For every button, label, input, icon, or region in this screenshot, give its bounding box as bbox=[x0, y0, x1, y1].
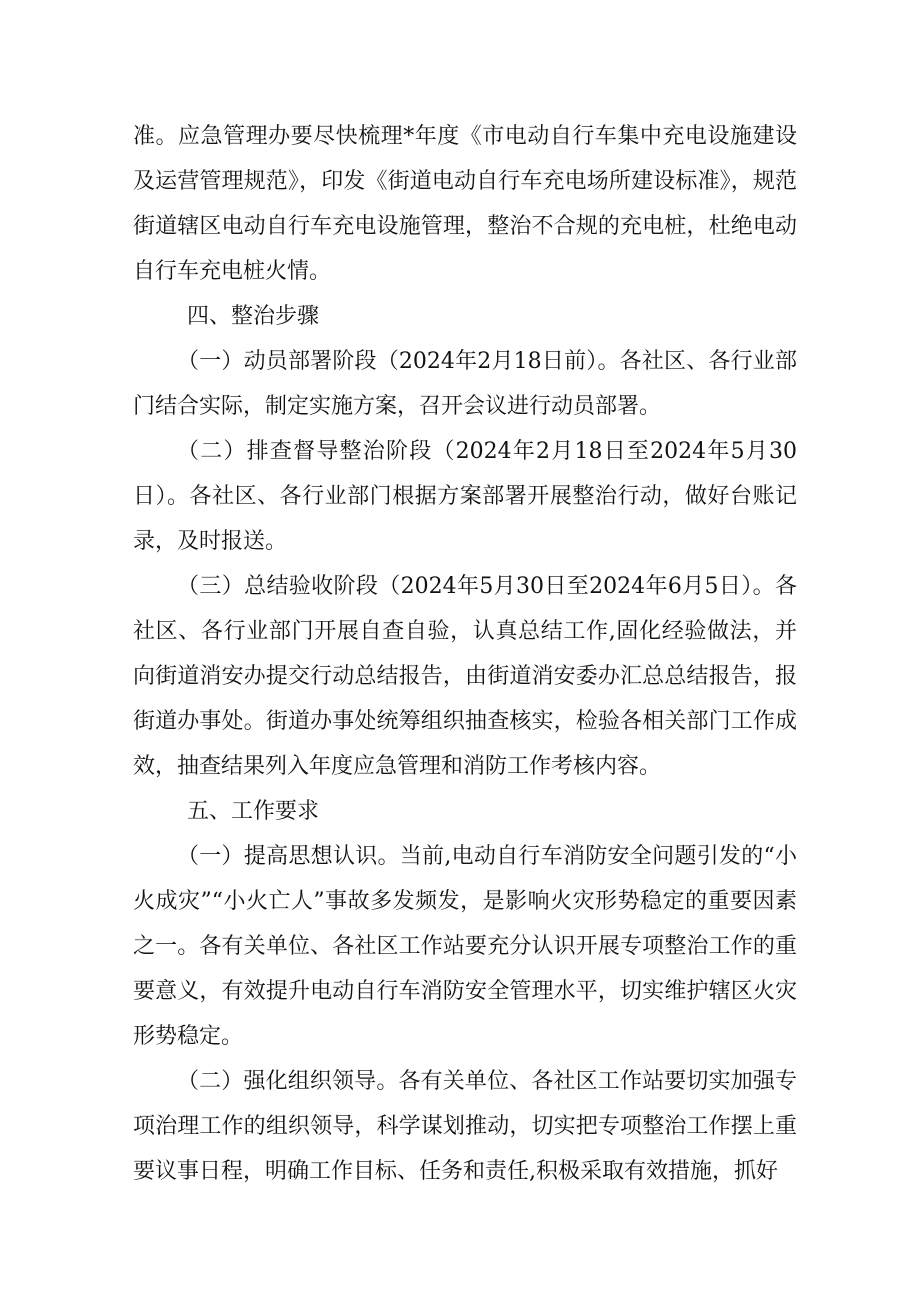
paragraph-step-summary: （三）总结验收阶段（2024年5月30日至2024年6月5日）。各社区、各行业部门开展自查自验，认真总结工作,固化经验做法，并向街道消安办提交行动总结报告，由街道消安委办汇总总结报告，报街道办事处。街道办事处统筹组织抽查核实，检验各相关部门工作成效，抽查结果列入年度应急管理和消防工作考核内容。 bbox=[133, 574, 797, 779]
paragraph-step-mobilization: （一）动员部署阶段（2024年2月18日前）。各社区、各行业部门结合实际，制定实施方案，召开会议进行动员部署。 bbox=[133, 349, 797, 419]
paragraph-requirement-leadership: （二）强化组织领导。各有关单位、各社区工作站要切实加强专项治理工作的组织领导，科学谋划推动，切实把专项整治工作摆上重要议事日程，明确工作目标、任务和责任,积极采取有效措施，抓好 bbox=[133, 1069, 797, 1184]
section-heading-work-requirements: 五、工作要求 bbox=[187, 799, 320, 824]
section-heading-rectification-steps: 四、整治步骤 bbox=[187, 304, 320, 329]
paragraph-requirement-awareness: （一）提高思想认识。当前,电动自行车消防安全问题引发的“小火成灾”“小火亡人”事故多发频发，是影响火灾形势稳定的重要因素之一。各有关单位、各社区工作站要充分认识开展专项整治工作的重要意义，有效提升电动自行车消防安全管理水平，切实维护辖区火灾形势稳定。 bbox=[133, 844, 797, 1049]
paragraph-charging-facility-standards: 准。应急管理办要尽快梳理*年度《市电动自行车集中充电设施建设及运营管理规范》，印发《街道电动自行车充电场所建设标准》，规范街道辖区电动自行车充电设施管理，整治不合规的充电桩，杜绝电动自行车充电桩火情。 bbox=[133, 124, 797, 284]
paragraph-step-inspection: （二）排查督导整治阶段（2024年2月18日至2024年5月30日）。各社区、各行业部门根据方案部署开展整治行动，做好台账记录，及时报送。 bbox=[133, 439, 797, 554]
